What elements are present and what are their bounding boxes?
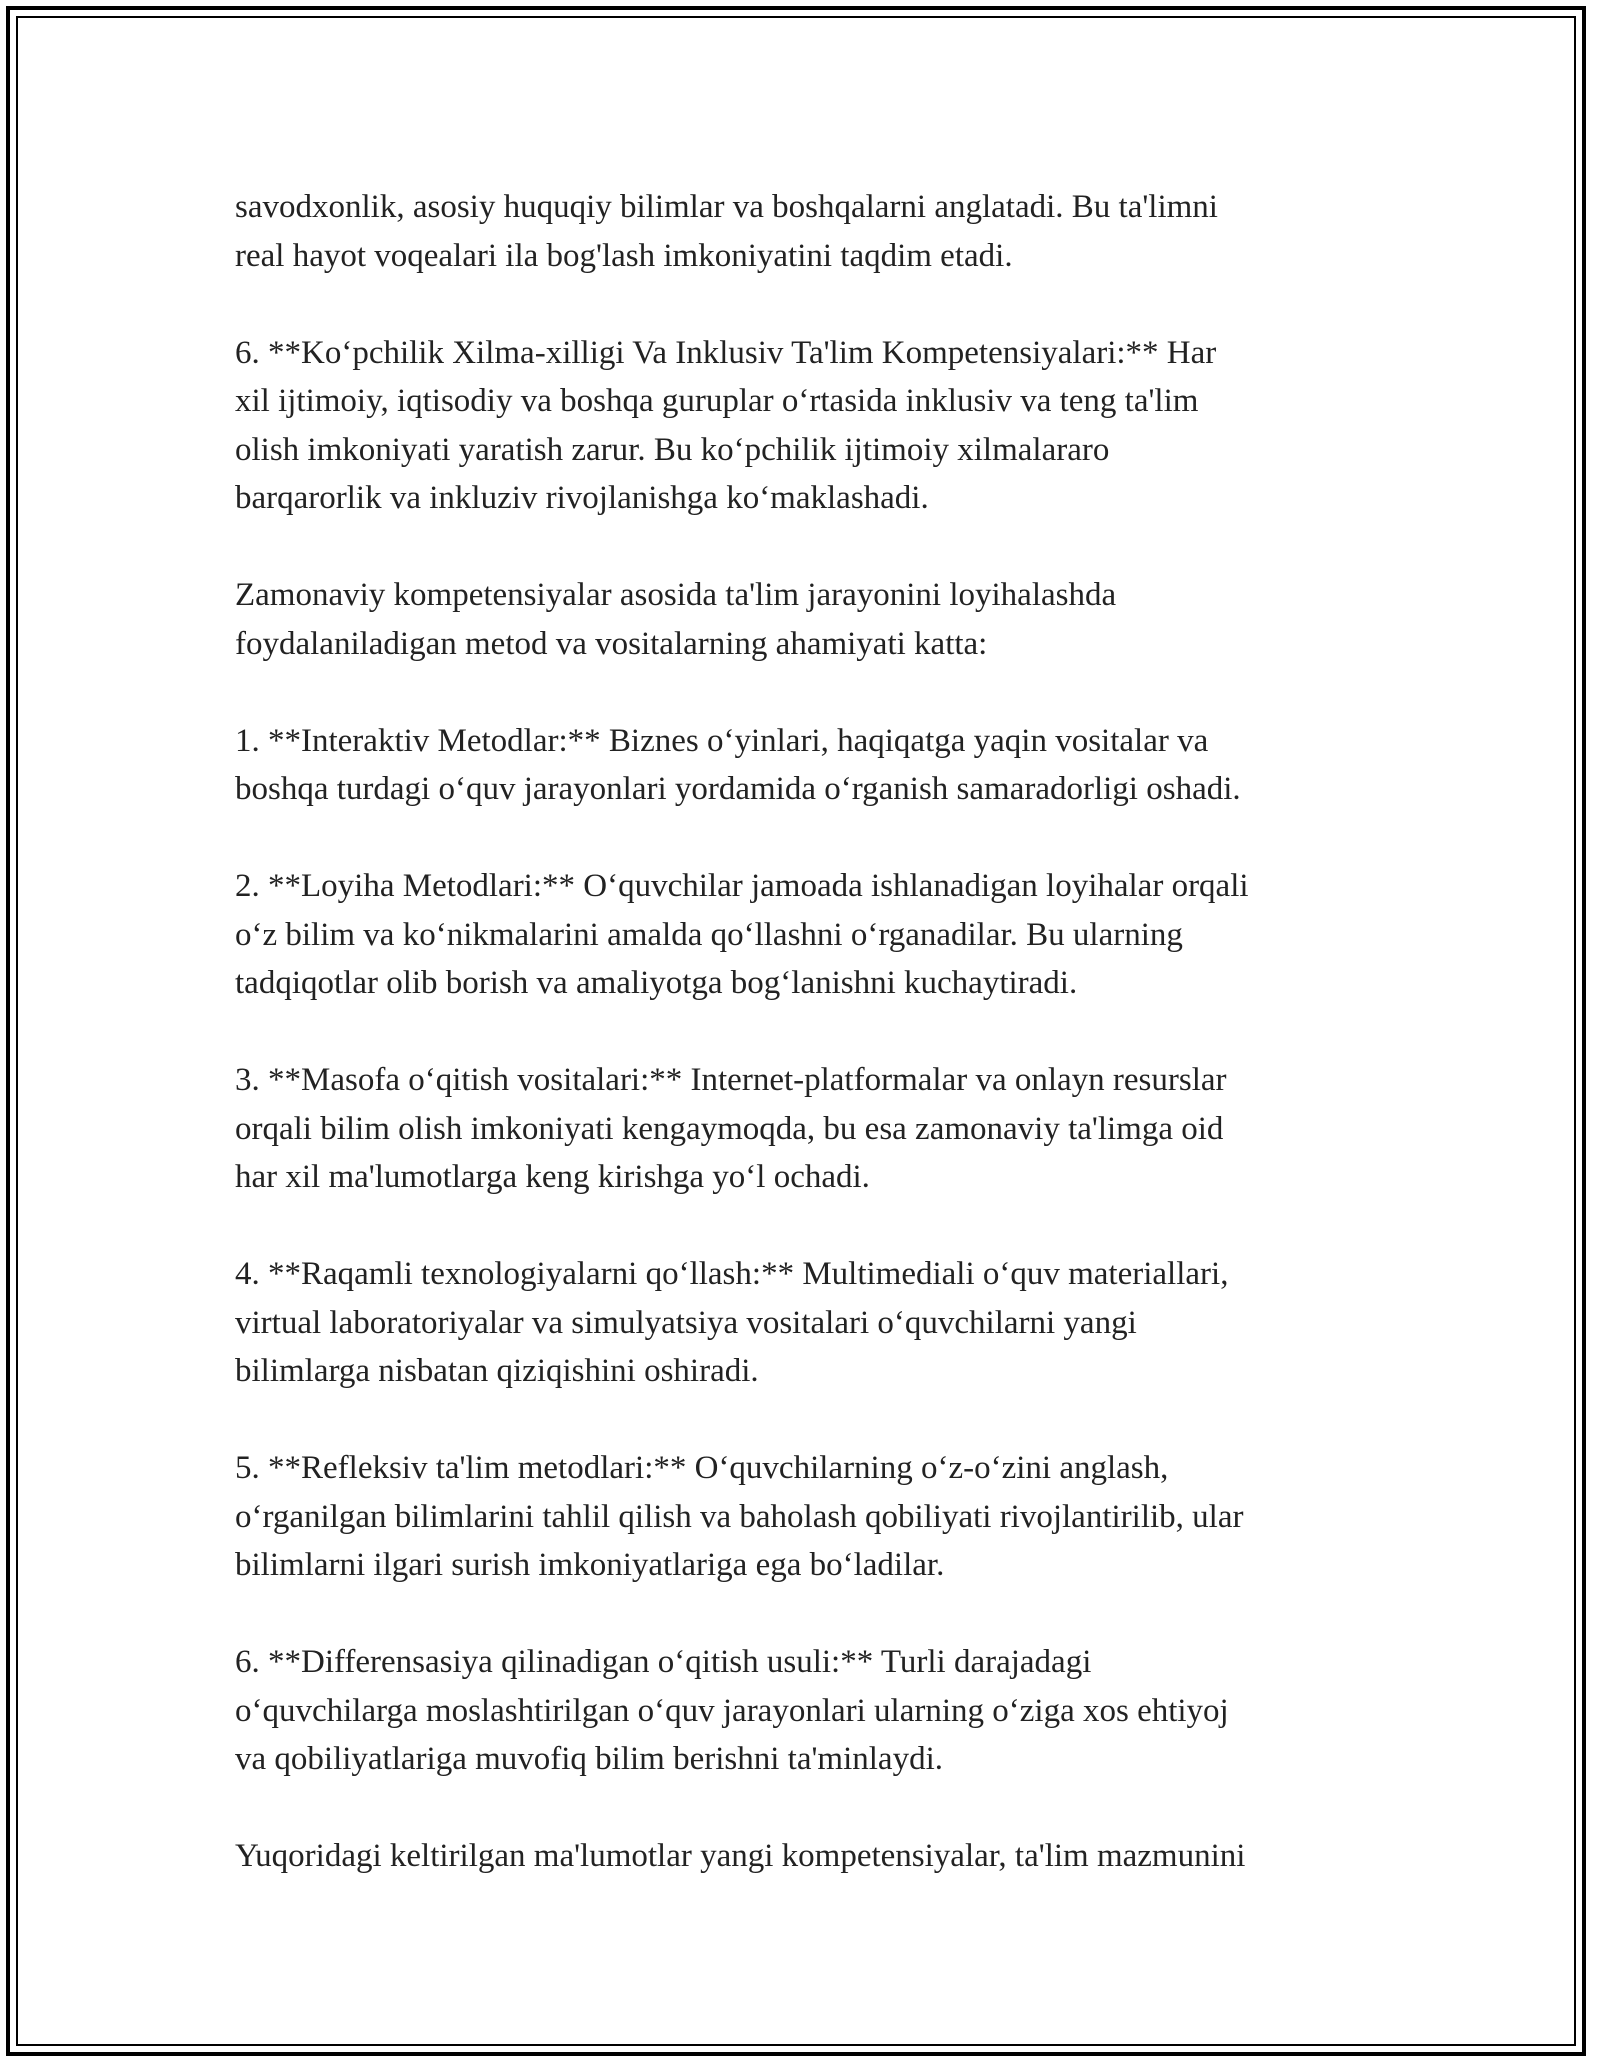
- paragraph-conclusion: Yuqoridagi keltirilgan ma'lumotlar yangi kompetensiyalar, ta'lim mazmunini: [235, 1838, 1246, 1874]
- paragraph-method-1: 1. **Interaktiv Metodlar:** Biznes oʻyinlari, haqiqatga yaqin vositalar va boshqa turdagi oʻquv jarayonlari yordamida oʻrganish samaradorligi oshadi.: [235, 722, 1241, 807]
- paragraph-intro-continuation: savodxonlik, asosiy huquqiy bilimlar va boshqalarni anglatadi. Bu ta'limni real hayot voqealari ila bog'lash imkoniyatini taqdim etadi.: [235, 189, 1218, 274]
- document-body: [235, 183, 1375, 1881]
- paragraph-methods-intro: Zamonaviy kompetensiyalar asosida ta'lim jarayonini loyihalashda foydalaniladigan metod va vositalarning ahamiyati katta:: [235, 577, 1117, 662]
- paragraph-method-6: 6. **Differensasiya qilinadigan oʻqitish usuli:** Turli darajadagi oʻquvchilarga moslashtirilgan oʻquv jarayonlari ularning oʻziga xos ehtiyoj va qobiliyatlariga muvofiq bilim berishni ta'minlaydi.: [235, 1644, 1229, 1777]
- paragraph-method-5: 5. **Refleksiv ta'lim metodlari:** Oʻquvchilarning oʻz-oʻzini anglash, oʻrganilgan bilimlarini tahlil qilish va baholash qobiliyati rivojlantirilib, ular bilimlarni ilgari surish imkoniyatlariga ega boʻladilar.: [235, 1450, 1244, 1583]
- paragraph-method-4: 4. **Raqamli texnologiyalarni qoʻllash:** Multimediali oʻquv materiallari, virtual laboratoriyalar va simulyatsiya vositalari oʻquvchilarni yangi bilimlarga nisbatan qiziqishini oshiradi.: [235, 1256, 1229, 1389]
- paragraph-method-2: 2. **Loyiha Metodlari:** Oʻquvchilar jamoada ishlanadigan loyihalar orqali oʻz bilim va koʻnikmalarini amalda qoʻllashni oʻrganadilar. Bu ularning tadqiqotlar olib borish va amaliyotga bogʻlanishni kuchaytiradi.: [235, 868, 1249, 1001]
- paragraph-competency-6: 6. **Koʻpchilik Xilma-xilligi Va Inklusiv Ta'lim Kompetensiyalari:** Har xil ijtimoiy, iqtisodiy va boshqa guruplar oʻrtasida inklusiv va teng ta'lim olish imkoniyati yaratish zarur. Bu koʻpchilik ijtimoiy xilmalararo barqarorlik va inkluziv rivojlanishga koʻmaklashadi.: [235, 334, 1217, 516]
- paragraph-method-3: 3. **Masofa oʻqitish vositalari:** Internet-platformalar va onlayn resurslar orqali bilim olish imkoniyati kengaymoqda, bu esa zamonaviy ta'limga oid har xil ma'lumotlarga keng kirishga yoʻl ochadi.: [235, 1062, 1227, 1195]
